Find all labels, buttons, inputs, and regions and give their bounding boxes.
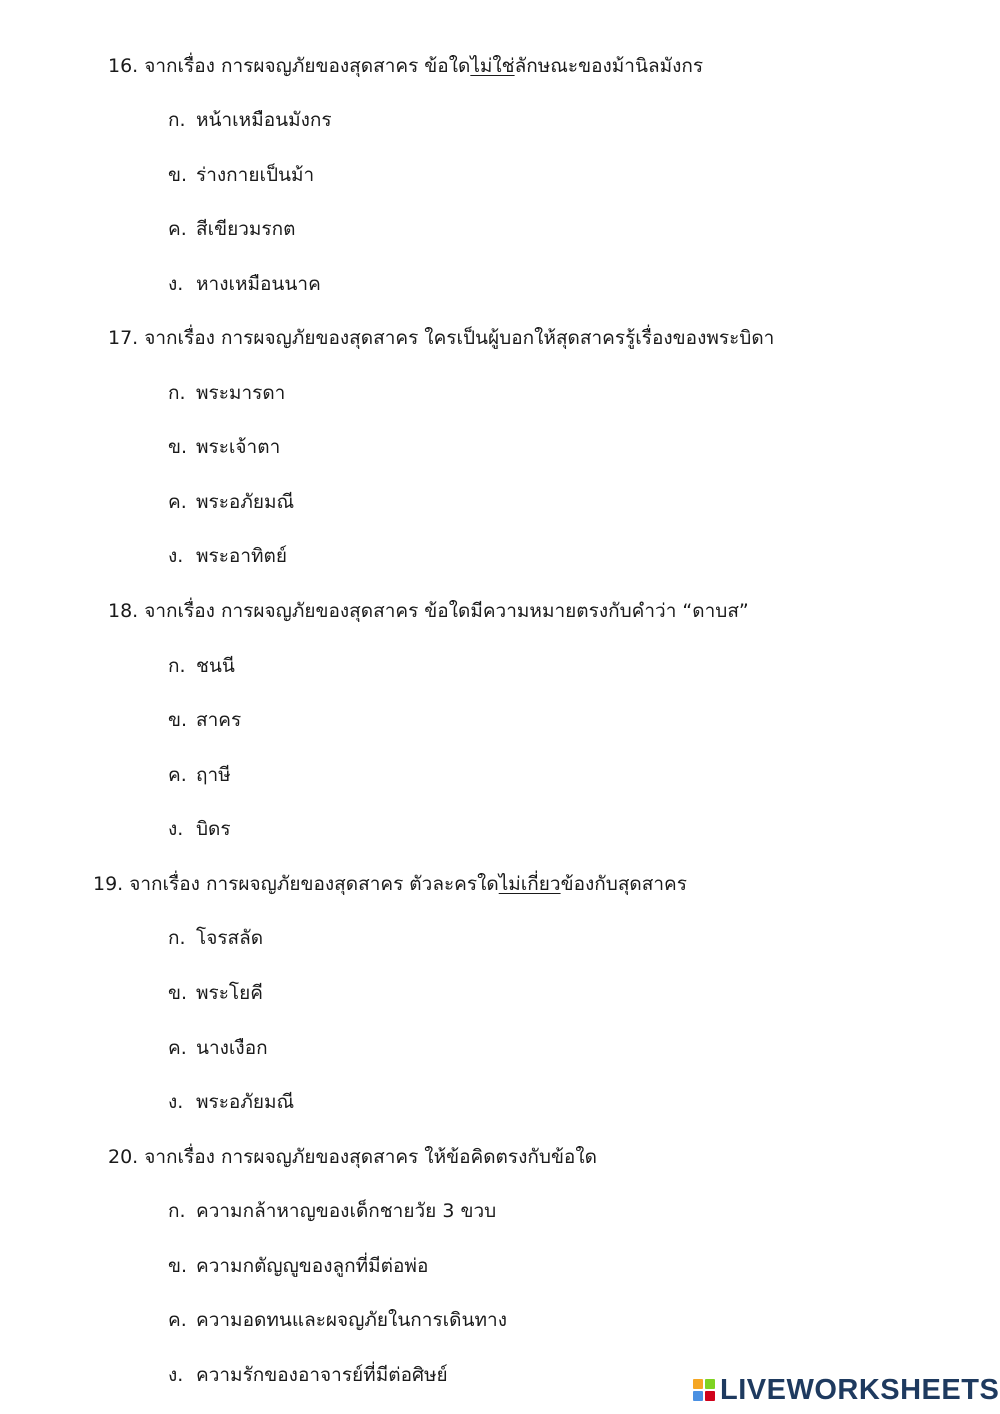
question-19-option-c[interactable]: ค. นางเงือก [168, 1037, 268, 1059]
question-19-option-b[interactable]: ข. พระโยคี [168, 982, 263, 1004]
question-18-option-d[interactable]: ง. บิดร [168, 818, 231, 840]
question-17-option-d[interactable]: ง. พระอาทิตย์ [168, 545, 288, 567]
question-19-text-end: ข้องกับสุดสาคร [560, 873, 687, 895]
question-17-option-b[interactable]: ข. พระเจ้าตา [168, 436, 281, 458]
question-16-option-d[interactable]: ง. หางเหมือนนาค [168, 273, 321, 295]
question-16 [108, 52, 703, 80]
question-18-option-c[interactable]: ค. ฤาษี [168, 764, 231, 786]
logo-tile-i [705, 1379, 715, 1389]
liveworksheets-logo-icon [693, 1379, 715, 1401]
question-17-option-a[interactable]: ก. พระมารดา [168, 382, 286, 404]
liveworksheets-wordmark: LIVEWORKSHEETS [720, 1373, 1000, 1406]
question-20-option-a[interactable]: ก. ความกล้าหาญของเด็กชายวัย 3 ขวบ [168, 1200, 497, 1222]
question-19-underlined: ไม่เกี่ยว [498, 873, 561, 895]
logo-tile-e [705, 1391, 715, 1401]
question-16-option-c[interactable]: ค. สีเขียวมรกต [168, 218, 296, 240]
question-20-option-b[interactable]: ข. ความกตัญญูของลูกที่มีต่อพ่อ [168, 1255, 429, 1277]
liveworksheets-logo [693, 1373, 999, 1407]
question-16-underlined: ไม่ใช่ [470, 55, 515, 77]
logo-tile-v [693, 1391, 703, 1401]
question-18-option-b[interactable]: ข. สาคร [168, 709, 242, 731]
question-16-option-b[interactable]: ข. ร่างกายเป็นม้า [168, 164, 315, 186]
question-17-option-c[interactable]: ค. พระอภัยมณี [168, 491, 295, 513]
question-18-text: 18. จากเรื่อง การผจญภัยของสุดสาคร ข้อใดมีความหมายตรงกับคำว่า “ดาบส” [108, 600, 749, 622]
question-20 [108, 1143, 597, 1171]
question-19-option-a[interactable]: ก. โจรสลัด [168, 927, 264, 949]
question-18 [108, 597, 749, 625]
question-20-text: 20. จากเรื่อง การผจญภัยของสุดสาคร ให้ข้อคิดตรงกับข้อใด [108, 1146, 597, 1168]
question-19 [93, 870, 687, 898]
question-20-option-d[interactable]: ง. ความรักของอาจารย์ที่มีต่อศิษย์ [168, 1364, 448, 1386]
question-17-text: 17. จากเรื่อง การผจญภัยของสุดสาคร ใครเป็นผู้บอกให้สุดสาครรู้เรื่องของพระบิดา [108, 327, 775, 349]
question-18-option-a[interactable]: ก. ชนนี [168, 655, 235, 677]
question-16-text: 16. จากเรื่อง การผจญภัยของสุดสาคร ข้อใด [108, 55, 471, 77]
question-16-option-a[interactable]: ก. หน้าเหมือนมังกร [168, 109, 332, 131]
question-20-option-c[interactable]: ค. ความอดทนและผจญภัยในการเดินทาง [168, 1309, 507, 1331]
question-17 [108, 324, 774, 352]
question-16-text-end: ลักษณะของม้านิลมังกร [514, 55, 704, 77]
logo-tile-l [693, 1379, 703, 1389]
question-19-option-d[interactable]: ง. พระอภัยมณี [168, 1091, 295, 1113]
question-19-text: 19. จากเรื่อง การผจญภัยของสุดสาคร ตัวละครใด [93, 873, 499, 895]
